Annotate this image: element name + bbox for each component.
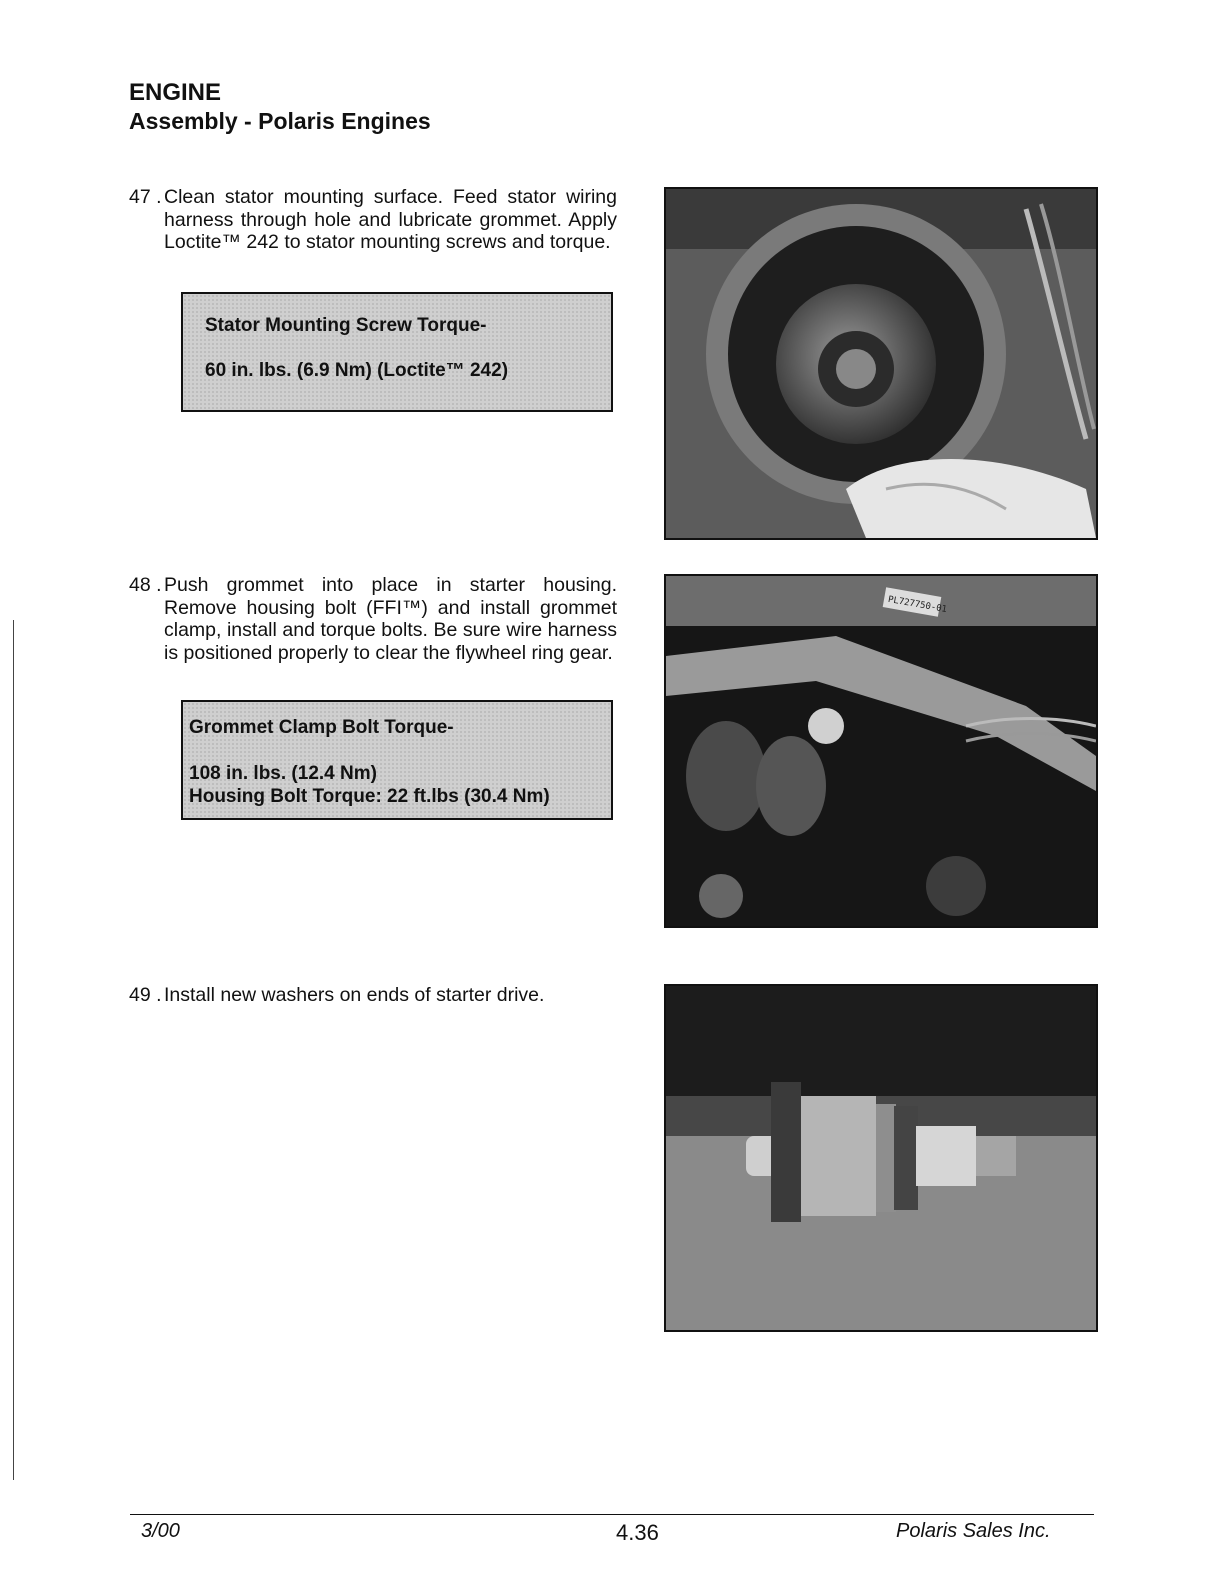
step-number: 47 . [129,186,162,208]
step-text: Install new washers on ends of starter drive. [164,984,545,1006]
stator-photo [664,187,1098,540]
photo-label: PL727750-01 [887,594,948,616]
footer-rule [130,1514,1094,1515]
footer-date: 3/00 [141,1520,180,1542]
starter-drive-photo [664,984,1098,1332]
spec-line: Grommet Clamp Bolt Torque- [189,717,454,738]
step-47 [129,186,617,254]
page-subtitle: Assembly - Polaris Engines [129,108,431,134]
step-number: 49 . [129,984,162,1006]
page-number: 4.36 [616,1520,659,1545]
step-text: Push grommet into place in starter housing. Remove housing bolt (FFI™) and install grommet clamp, install and torque bolts. Be sure wire harness is positioned properly to clear the flywheel ring gear. [164,574,617,664]
step-48 [129,574,617,664]
spec-line: Housing Bolt Torque: 22 ft.lbs (30.4 Nm) [189,786,550,807]
spec-line: 60 in. lbs. (6.9 Nm) (Loctite™ 242) [205,360,509,381]
torque-spec-box [181,292,613,412]
step-text: Clean stator mounting surface. Feed stator wiring harness through hole and lubricate grommet. Apply Loctite™ 242 to stator mounting screws and torque. [164,186,617,253]
footer-company: Polaris Sales Inc. [896,1520,1051,1542]
scan-margin-line [13,620,14,1480]
spec-line: Stator Mounting Screw Torque- [205,315,487,336]
torque-spec-box [181,700,613,820]
step-49 [129,984,617,1007]
step-number: 48 . [129,574,162,596]
page-header [129,78,431,135]
starter-housing-photo [664,574,1098,928]
section-title: ENGINE [129,79,222,106]
spec-line: 108 in. lbs. (12.4 Nm) [189,763,377,784]
